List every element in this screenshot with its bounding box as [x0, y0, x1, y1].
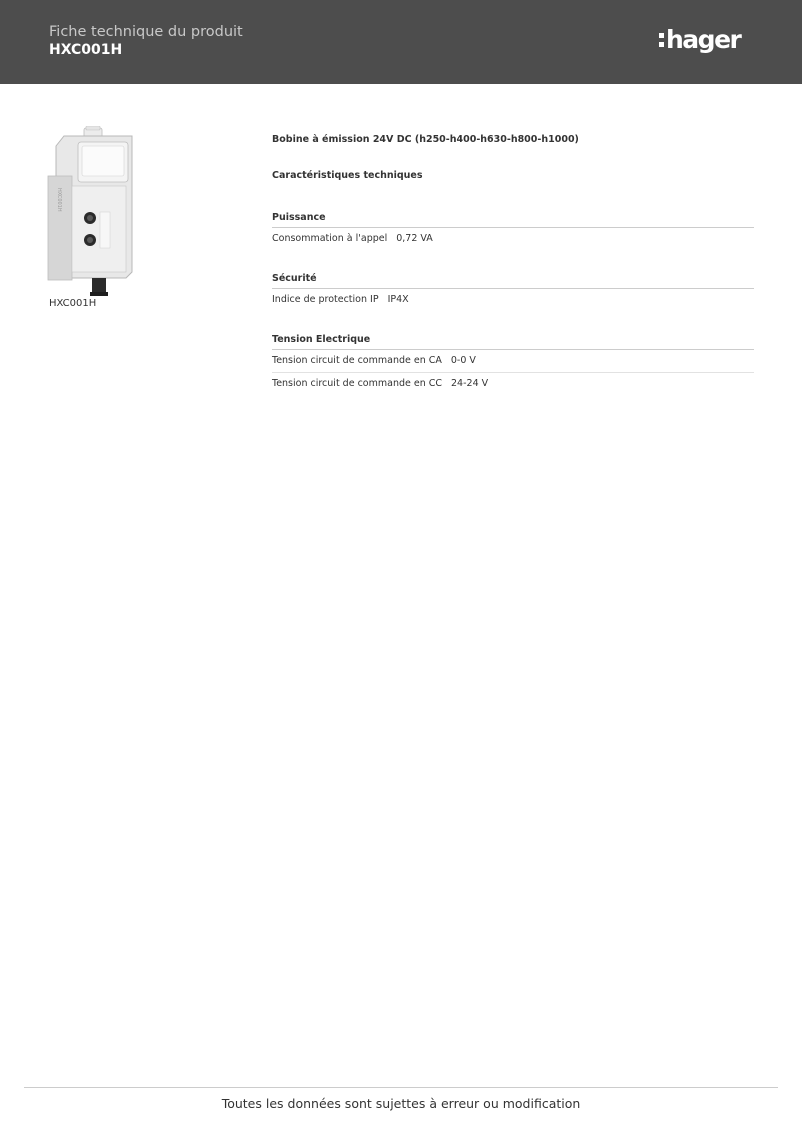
svg-text:HXC001H: HXC001H [56, 188, 62, 212]
spec-group-title: Tension Electrique [272, 333, 754, 350]
spec-row [272, 228, 754, 250]
spec-label: Tension circuit de commande en CC [272, 378, 443, 389]
image-caption: HXC001H [49, 298, 97, 309]
footer-divider [24, 1087, 778, 1088]
spec-row [272, 289, 754, 311]
spec-value: IP4X [387, 294, 409, 305]
spec-group-securite [272, 272, 754, 311]
spec-label: Indice de protection IP [272, 294, 379, 305]
product-image [44, 126, 144, 300]
spec-row [272, 373, 754, 395]
spec-value: 0-0 V [450, 355, 476, 366]
spec-value: 24-24 V [451, 378, 489, 389]
spec-label: Tension circuit de commande en CA [272, 355, 442, 366]
spec-group-title: Sécurité [272, 272, 754, 289]
spec-group-title: Puissance [272, 211, 754, 228]
spec-label: Consommation à l'appel [272, 233, 388, 244]
spec-group-tension-electrique [272, 333, 754, 395]
page-header [0, 0, 802, 84]
product-code-title: HXC001H [49, 42, 123, 58]
footer-disclaimer: Toutes les données sont sujettes à erreur ou modification [221, 1096, 581, 1111]
specs-heading: Caractéristiques techniques [272, 170, 423, 181]
spec-value: 0,72 VA [396, 233, 433, 244]
header-subtitle: Fiche technique du produit [49, 24, 243, 40]
spec-content [272, 133, 754, 395]
hager-logo [658, 24, 758, 58]
spec-group-puissance [272, 211, 754, 250]
svg-text:hager: hager [666, 25, 741, 54]
spec-row [272, 350, 754, 373]
product-name: Bobine à émission 24V DC (h250-h400-h630-h800-h1000) [272, 134, 579, 145]
